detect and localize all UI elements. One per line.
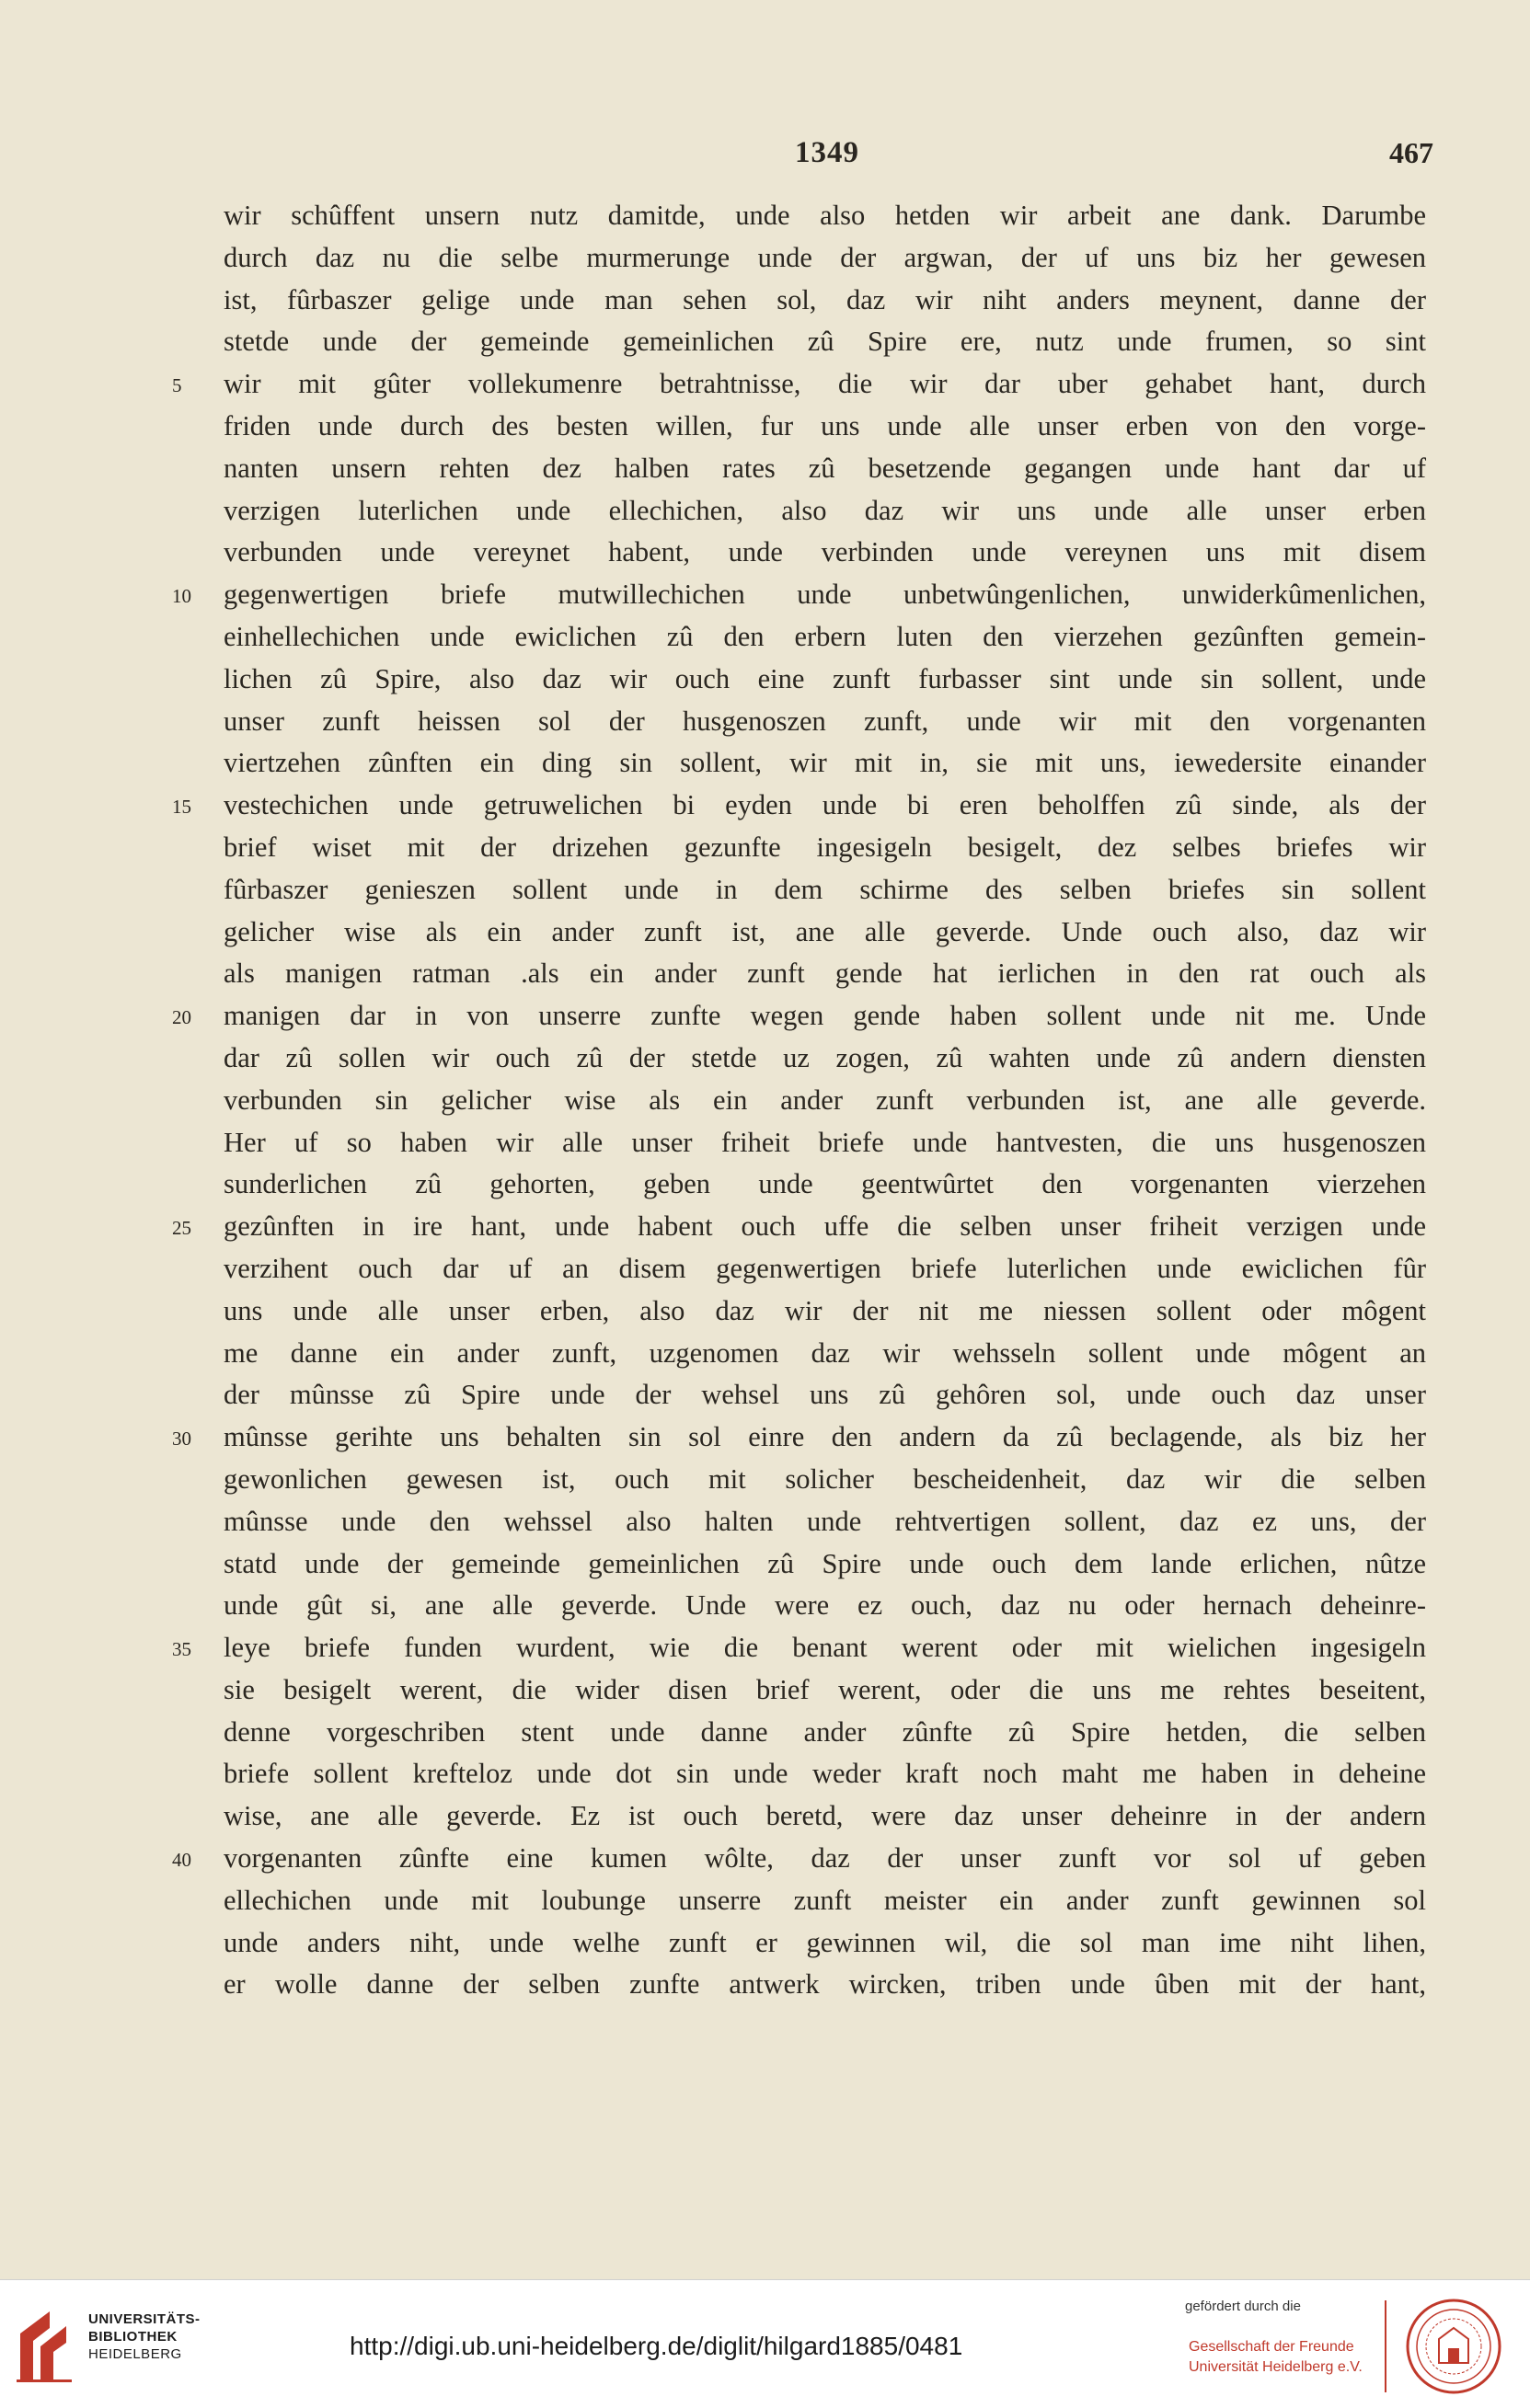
text-line [224,195,1426,237]
text-line-content: gegenwertigen briefe mutwillechichen unde unbetwûngenlichen, unwiderkûmenlichen, [224,579,1426,611]
text-line-content: vorgenanten zûnfte eine kumen wôlte, daz der unser zunft vor sol uf geben [224,1842,1426,1875]
text-line [224,1753,1426,1795]
text-line [224,953,1426,995]
text-line [224,869,1426,912]
funded-by-label: gefördert durch die [1185,2299,1301,2314]
text-line [224,321,1426,363]
library-line-1: UNIVERSITÄTS- [88,2311,201,2327]
text-line-content: nanten unsern rehten dez halben rates zû besetzende gegangen unde hant dar uf [224,452,1426,484]
society-line-2: Universität Heidelberg e.V. [1189,2359,1363,2375]
text-line [224,490,1426,533]
society-line-1: Gesellschaft der Freunde [1189,2339,1354,2355]
page-header [221,136,1433,182]
text-line-content: denne vorgeschriben stent unde danne ander zûnfte zû Spire hetden, die selben [224,1715,1426,1748]
text-line [224,1459,1426,1501]
text-line-content: als manigen ratman .als ein ander zunft gende hat ierlichen in den rat ouch als [224,957,1426,990]
text-line-content: briefe sollent krefteloz unde dot sin unde weder kraft noch maht me haben in deheine [224,1758,1426,1790]
text-line [224,237,1426,280]
text-line [172,995,1426,1038]
text-line-content: unde anders niht, unde welhe zunft er gewinnen wil, die sol man ime niht lihen, [224,1926,1426,1958]
text-line-content: vestechichen unde getruwelichen bi eyden unde bi eren beholffen zû sinde, als der [224,789,1426,821]
text-line-content: ellechichen unde mit loubunge unserre zunft meister ein ander zunft gewinnen sol [224,1884,1426,1916]
text-line-content: dar zû sollen wir ouch zû der stetde uz zogen, zû wahten unde zû andern diensten [224,1041,1426,1073]
text-line [224,1501,1426,1543]
text-line-content: wise, ane alle geverde. Ez ist ouch beretd, were daz unser deheinre in der andern [224,1800,1426,1832]
text-line-content: friden unde durch des besten willen, fur uns unde alle unser erben von den vorge- [224,409,1426,441]
line-number: 10 [172,585,191,608]
line-number: 30 [172,1428,191,1451]
text-line-content: Her uf so haben wir alle unser friheit briefe unde hantvesten, die uns husgenoszen [224,1126,1426,1158]
text-line [224,659,1426,701]
text-line-content: fûrbaszer genieszen sollent unde in dem schirme des selben briefes sin sollent [224,873,1426,905]
text-line [172,574,1426,616]
text-line-content: uns unde alle unser erben, also daz wir der nit me niessen sollent oder môgent [224,1294,1426,1326]
footer-bar [0,2279,1530,2408]
library-line-3: HEIDELBERG [88,2346,182,2362]
text-line [224,280,1426,322]
body-text [172,195,1426,2006]
text-line-content: verbunden unde vereynet habent, unde verbinden unde vereynen uns mit disem [224,536,1426,568]
text-line [224,448,1426,490]
line-number: 20 [172,1006,191,1029]
line-number: 25 [172,1217,191,1240]
text-line-content: brief wiset mit der drizehen gezunfte ingesigeln besigelt, dez selbes briefes wir [224,831,1426,863]
text-line-content: er wolle danne der selben zunfte antwerk wircken, triben unde ûben mit der hant, [224,1968,1426,2001]
text-line [224,616,1426,659]
page-year: 1349 [795,136,859,169]
university-seal-icon [1406,2299,1501,2394]
text-line [224,532,1426,574]
text-line [224,1585,1426,1627]
text-line [224,1038,1426,1080]
text-line [224,1712,1426,1754]
text-line [224,1333,1426,1375]
text-line [224,1122,1426,1164]
text-line-content: verbunden sin gelicher wise als ein ander zunft verbunden ist, ane alle geverde. [224,1084,1426,1116]
text-line-content: verzihent ouch dar uf an disem gegenwertigen briefe luterlichen unde ewiclichen fûr [224,1252,1426,1284]
library-line-2: BIBLIOTHEK [88,2329,178,2345]
line-number: 5 [172,374,182,397]
text-line [224,1164,1426,1206]
text-line-content: unser zunft heissen sol der husgenoszen zunft, unde wir mit den vorgenanten [224,705,1426,737]
library-name [88,2311,201,2363]
permalink-url[interactable]: http://digi.ub.uni-heidelberg.de/diglit/hilgard1885/0481 [350,2332,963,2360]
text-line [224,1374,1426,1416]
page-number: 467 [1389,136,1433,169]
text-line-content: viertzehen zûnften ein ding sin sollent, wir mit in, sie mit uns, iewedersite einander [224,747,1426,779]
text-line-content: wir schûffent unsern nutz damitde, unde also hetden wir arbeit ane dank. Darumbe [224,200,1426,231]
text-line-content: ist, fûrbaszer gelige unde man sehen sol, daz wir niht anders meynent, danne der [224,283,1426,315]
footer-divider [1385,2300,1386,2392]
text-line-content: gewonlichen gewesen ist, ouch mit solicher bescheidenheit, daz wir die selben [224,1462,1426,1495]
text-line-content: leye briefe funden wurdent, wie die benant werent oder mit wielichen ingesigeln [224,1632,1426,1664]
text-line-content: einhellechichen unde ewiclichen zû den erbern luten den vierzehen gezûnften gemein- [224,620,1426,652]
text-line-content: mûnsse unde den wehssel also halten unde rehtvertigen sollent, daz ez uns, der [224,1505,1426,1537]
text-line [224,912,1426,954]
text-line [224,1922,1426,1965]
text-line [224,701,1426,743]
ub-logo-icon [13,2306,77,2383]
text-line [224,742,1426,785]
text-line-content: lichen zû Spire, also daz wir ouch eine zunft furbasser sint unde sin sollent, unde [224,662,1426,694]
line-number: 35 [172,1638,191,1661]
text-line-content: der mûnsse zû Spire unde der wehsel uns zû gehôren sol, unde ouch daz unser [224,1379,1426,1411]
text-line [224,1290,1426,1333]
text-line [224,827,1426,869]
text-line [224,1880,1426,1922]
text-line [172,1838,1426,1880]
text-line [224,1795,1426,1838]
text-line-content: wir mit gûter vollekumenre betrahtnisse, die wir dar uber gehabet hant, durch [224,368,1426,400]
text-line [224,1964,1426,2006]
society-name [1189,2337,1363,2378]
text-line-content: unde gût si, ane alle geverde. Unde were ez ouch, daz nu oder hernach deheinre- [224,1589,1426,1622]
text-line [224,1669,1426,1712]
text-line-content: manigen dar in von unserre zunfte wegen gende haben sollent unde nit me. Unde [224,1000,1426,1032]
text-line-content: stetde unde der gemeinde gemeinlichen zû Spire ere, nutz unde frumen, so sint [224,326,1426,358]
text-line [224,1543,1426,1586]
text-line-content: gezûnften in ire hant, unde habent ouch uffe die selben unser friheit verzigen unde [224,1210,1426,1243]
text-line [172,1416,1426,1459]
text-line [172,363,1426,406]
line-number: 15 [172,796,191,819]
text-line [224,1248,1426,1290]
text-line [224,406,1426,448]
text-line-content: statd unde der gemeinde gemeinlichen zû Spire unde ouch dem lande erlichen, nûtze [224,1547,1426,1579]
text-line-content: gelicher wise als ein ander zunft ist, ane alle geverde. Unde ouch also, daz wir [224,915,1426,947]
text-line-content: sunderlichen zû gehorten, geben unde geentwûrtet den vorgenanten vierzehen [224,1168,1426,1200]
text-line [224,1080,1426,1122]
text-line [172,1627,1426,1669]
text-line [172,1206,1426,1248]
text-line-content: mûnsse gerihte uns behalten sin sol einre den andern da zû beclagende, als biz her [224,1421,1426,1453]
text-line-content: durch daz nu die selbe murmerunge unde der argwan, der uf uns biz her gewesen [224,241,1426,273]
text-line-content: verzigen luterlichen unde ellechichen, also daz wir uns unde alle unser erben [224,494,1426,526]
text-line [172,785,1426,827]
line-number: 40 [172,1849,191,1872]
text-line-content: sie besigelt werent, die wider disen brief werent, oder die uns me rehtes beseitent, [224,1673,1426,1705]
text-line-content: me danne ein ander zunft, uzgenomen daz wir wehsseln sollent unde môgent an [224,1336,1426,1369]
